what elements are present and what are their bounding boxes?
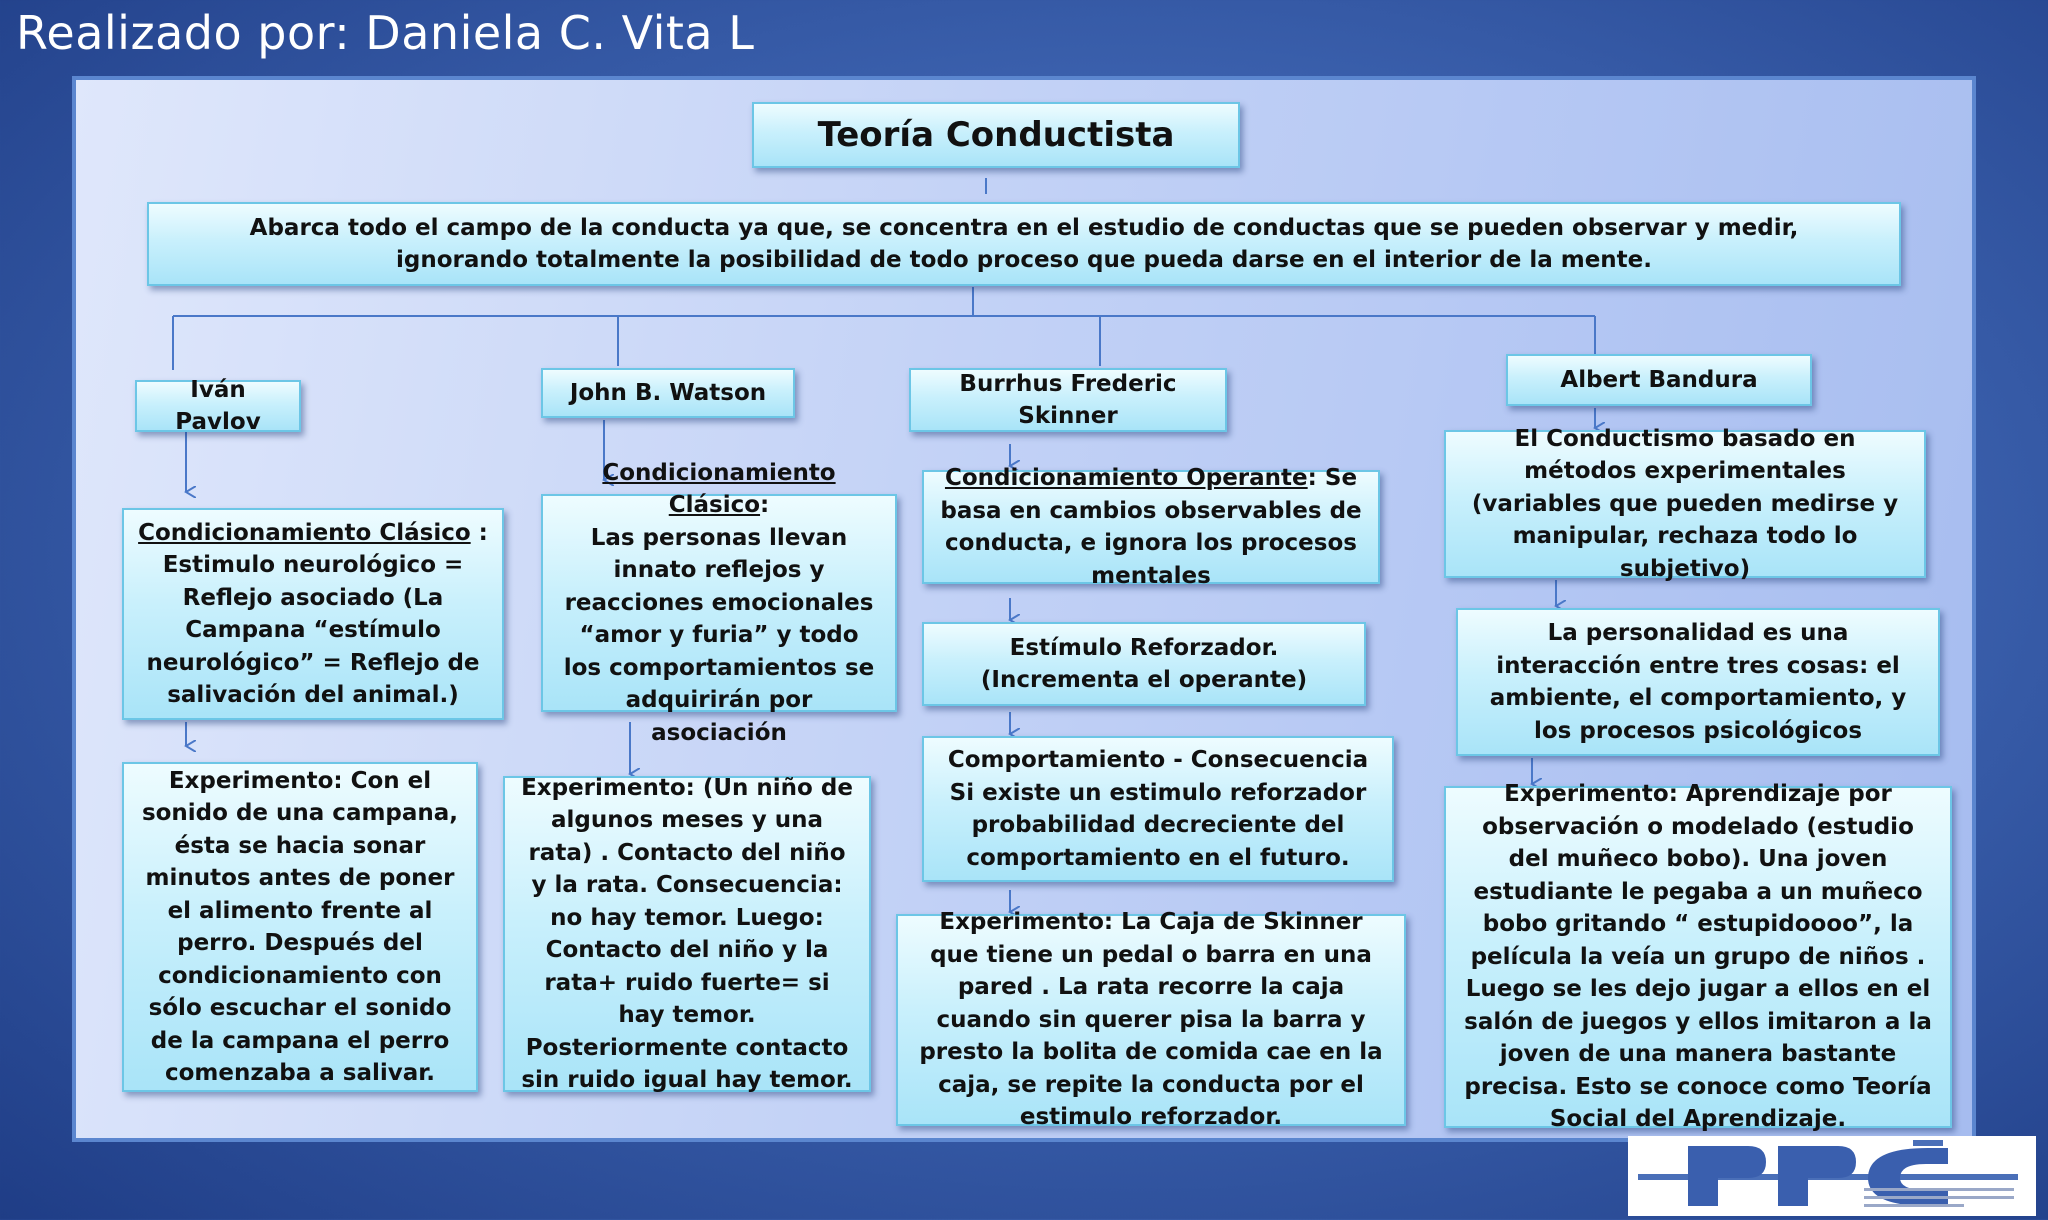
bandura-experiment-text: Experimento: Aprendizaje por observación o modelado (estudio del muñeco bobo). Una joven estudiante le pegaba a un muñeco bobo gritando “ estupidoooo”, la película la veía un grupo de niños . Luego se les dejo jugar a ellos en el salón de juegos y ellos imitaron a la joven de una manera bastante precisa. Esto se conoce como Teoría Social del Aprendizaje. (1464, 781, 1932, 1133)
skinner-name-box (909, 368, 1227, 432)
skinner-concept-box: Condicionamiento Operante: Se basa en cambios observables de conducta, e ignora los procesos mentales (922, 470, 1380, 584)
watson-concept-box: Condicionamiento Clásico: Las personas llevan innato reflejos y reacciones emocionales “amor y furia” y todo los comportamientos se adquirirán por asociación (541, 494, 897, 712)
skinner-concept-title: Condicionamiento Operante (944, 465, 1308, 491)
bandura-personality-text: La personalidad es una interacción entre tres cosas: el ambiente, el comportamiento, y los procesos psicológicos (1489, 620, 1907, 744)
skinner-name: Burrhus Frederic Skinner (959, 370, 1177, 429)
definition-text: Abarca todo el campo de la conducta ya que, se concentra en el estudio de conductas que se pueden observar y medir, ignorando totalmente la posibilidad de todo proceso que pueda darse en el interior de la mente. (249, 214, 1799, 273)
pavlov-name: Iván Pavlov (175, 376, 261, 435)
watson-experiment-text: Experimento: (Un niño de algunos meses y una rata) . Contacto del niño y la rata. Consecuencia: no hay temor. Luego: Contacto del niño y la rata+ ruido fuerte= si hay temor. Posteriormente contacto sin ruido igual hay temor. (521, 774, 853, 1093)
skinner-experiment-text: Experimento: La Caja de Skinner que tiene un pedal o barra en una pared . La rata recorre la caja cuando sin querer pisa la barra y presto la bolita de comida cae en la caja, se repite la conducta por el estimulo reforzador. (919, 909, 1383, 1131)
bandura-name: Albert Bandura (1560, 366, 1758, 393)
skinner-behavior-title: Comportamiento - Consecuencia (947, 747, 1369, 773)
watson-concept-text: Las personas llevan innato reflejos y reacciones emocionales “amor y furia” y todo los comportamientos se adquirirán por asociación (563, 524, 875, 746)
pavlov-concept-title: Condicionamiento Clásico (138, 519, 471, 546)
title-text: Teoría Conductista (817, 114, 1175, 155)
skinner-reinforcer-box (922, 622, 1366, 706)
pavlov-concept-text: Estimulo neurológico = Reflejo asociado (La Campana “estímulo neurológico” = Reflejo de salivación del animal.) (146, 552, 480, 708)
bandura-concept-box (1444, 425, 1926, 582)
pavlov-name-box (135, 376, 301, 435)
title-box (752, 102, 1240, 168)
skinner-reinforcer-text: Estímulo Reforzador. (Incrementa el operante) (980, 634, 1308, 693)
pavlov-experiment-text: Experimento: Con el sonido de una campana, ésta se hacia sonar minutos antes de poner el alimento frente al perro. Después del condicionamiento con sólo escuchar el sonido de la campana el perro comenzaba a salivar. (141, 767, 459, 1086)
pavlov-experiment-box (122, 762, 478, 1092)
bandura-concept-text: El Conductismo basado en métodos experimentales (variables que pueden medirse y manipular, rechaza todo lo subjetivo) (1471, 425, 1899, 582)
bandura-experiment-box (1444, 781, 1952, 1133)
skinner-concept-text: Se basa en cambios observables de conducta, e ignora los procesos mentales (940, 465, 1362, 589)
pavlov-concept-box: Condicionamiento Clásico : Estimulo neurológico = Reflejo asociado (La Campana “estímulo neurológico” = Reflejo de salivación del animal.) (122, 508, 504, 720)
definition-box (147, 202, 1901, 286)
skinner-experiment-box (896, 909, 1406, 1131)
watson-name: John B. Watson (569, 379, 767, 406)
author-credit: Realizado por: Daniela C. Vita L (16, 6, 755, 60)
watson-name-box (541, 368, 795, 418)
watson-concept-title: Condicionamiento Clásico (602, 459, 836, 519)
bandura-name-box (1506, 354, 1812, 406)
skinner-behavior-text: Si existe un estimulo reforzador probabilidad decreciente del comportamiento en el futuro. (949, 779, 1367, 871)
skinner-behavior-box (922, 736, 1394, 882)
logo (1628, 1136, 2036, 1216)
bandura-personality-box (1456, 608, 1940, 756)
watson-experiment-box (503, 776, 871, 1092)
logo-icon (1628, 1136, 2036, 1216)
